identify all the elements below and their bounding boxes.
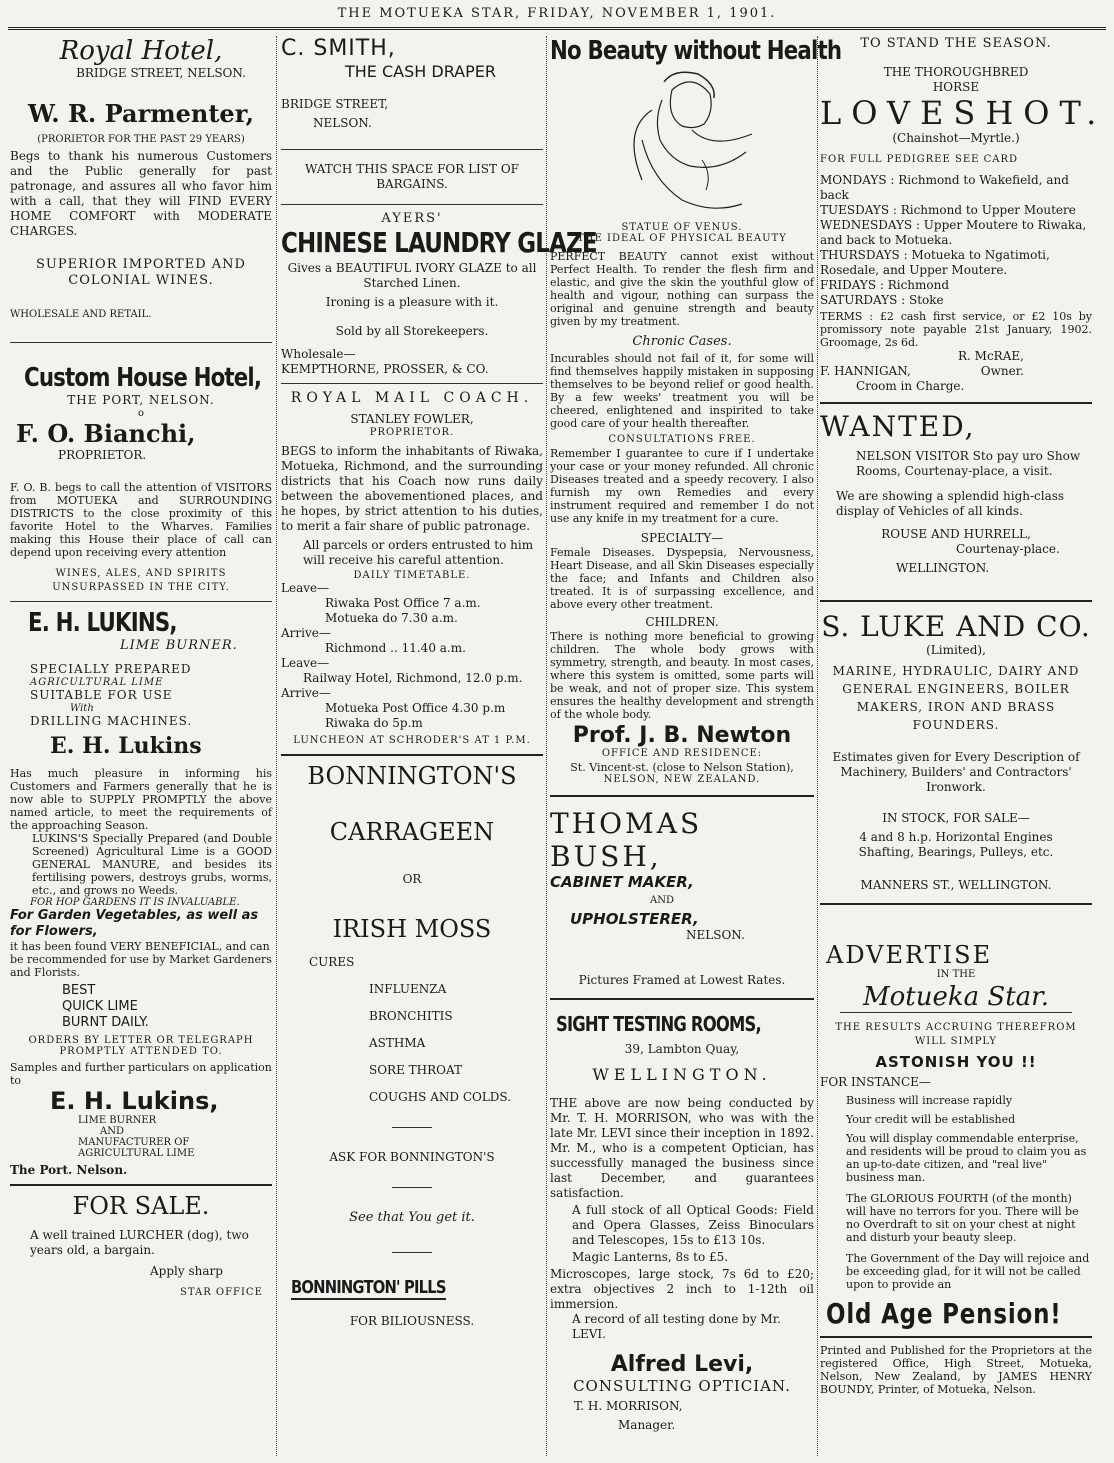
column-rule [817, 36, 818, 1456]
bridge-street: BRIDGE STREET, [281, 97, 389, 111]
st-vincent: St. Vincent-st. (close to Nelson Station), [570, 761, 794, 774]
masthead: THE MOTUEKA STAR, FRIDAY, NOVEMBER 1, 1901. [337, 6, 777, 21]
custom-house-title: Custom House Hotel, [24, 363, 262, 393]
cure-asthma: ASTHMA [369, 1036, 426, 1050]
in-stock: IN STOCK, FOR SALE— [882, 811, 1030, 825]
manners-st: MANNERS ST., WELLINGTON. [860, 878, 1052, 892]
astonish: ASTONISH YOU !! [875, 1053, 1037, 1071]
estimates: Estimates given for Every Description of Machinery, Builders' and Contractors' Ironwork. [832, 750, 1080, 794]
bianchi-wines: WINES, ALES, AND SPIRITS UNSURPASSED IN THE CITY. [52, 568, 230, 593]
nelson-nz: NELSON, NEW ZEALAND. [603, 774, 761, 785]
wellington: WELLINGTON. [592, 1065, 772, 1084]
thursdays: THURSDAYS : Motueka to Ngatimoti, Rosedale, and Upper Moutere. [820, 248, 1050, 277]
best-2: QUICK LIME [62, 999, 138, 1014]
watch-space: WATCH THIS SPACE FOR LIST OF BARGAINS. [305, 162, 519, 191]
kempthorne: KEMPTHORNE, PROSSER, & CO. [281, 362, 489, 376]
column-rule [276, 36, 277, 1456]
chronic-body: Incurables should not fail of it, for some will find themselves happily mistaken in supposing themselves to be beyond relief or good health. By a few weeks' treatment you will be cheered, enlightened and inspirited to take good care of your health thereafter. [550, 352, 814, 430]
bianchi-role: PROPRIETOR. [58, 448, 147, 462]
carrageen: CARRAGEEN [329, 818, 495, 846]
children-body: There is nothing more beneficial to growing children. The whole body grows with symmetry, strength, and beauty. In most cases, where this system is omitted, some parts will be weak, and not of proper size. This system ensures the healthy development and strength of the whole body. [550, 630, 814, 721]
cures: CURES [309, 955, 355, 969]
royal-hotel-address: BRIDGE STREET, NELSON. [76, 66, 246, 80]
coach-proprietor: PROPRIETOR. [369, 427, 455, 438]
timetable-riwaka: Riwaka Post Office 7 a.m. [325, 596, 481, 610]
pictures-framed: Pictures Framed at Lowest Rates. [578, 973, 786, 987]
wholesale-retail: WHOLESALE AND RETAIL. [10, 309, 152, 320]
thomas-bush: THOMAS BUSH, [550, 807, 703, 873]
with: With [70, 703, 94, 714]
divider: o [137, 408, 145, 419]
wines-line-1: SUPERIOR IMPORTED AND [36, 257, 246, 272]
old-age-pension: Old Age Pension! [826, 1297, 1062, 1330]
stanley-fowler: STANLEY FOWLER, [350, 412, 474, 426]
or: OR [402, 872, 422, 886]
daily-timetable: DAILY TIMETABLE. [353, 570, 471, 581]
bianchi-name: F. O. Bianchi, [16, 419, 196, 448]
for-instance: FOR INSTANCE— [820, 1075, 931, 1089]
parmenter-body: Begs to thank his numerous Customers and the Public generally for past patronage, and assures all who favor him with a call, that they will FIND EVERY HOME COMFORT with MODERATE CHARGES. [10, 149, 272, 238]
terms: TERMS : £2 cash first service, or £2 10s by promissory note payable 21st January, 1902. Groomage, 2s 6d. [820, 310, 1092, 349]
specialty: SPECIALTY— [640, 531, 724, 545]
rouse-hurrell: ROUSE AND HURRELL, [881, 527, 1031, 541]
timetable-arrive-2: Arrive— [281, 686, 331, 700]
parmenter-name: W. R. Parmenter, [28, 99, 254, 128]
pedigree: FOR FULL PEDIGREE SEE CARD [820, 154, 1019, 165]
wednesdays: WEDNESDAYS : Upper Moutere to Riwaka, and back to Motueka. [820, 218, 1087, 247]
suitable-for-use: SUITABLE FOR USE [30, 688, 173, 702]
for-sale-title: FOR SALE. [72, 1192, 210, 1220]
bonnington-pills: BONNINGTON' PILLS [291, 1277, 446, 1298]
to-stand: TO STAND THE SEASON. [860, 36, 1052, 51]
advantage-1: Business will increase rapidly [846, 1094, 1013, 1107]
mondays: MONDAYS : Richmond to Wakefield, and back [820, 173, 1069, 202]
cash-draper: THE CASH DRAPER [345, 62, 496, 81]
consultations-free: CONSULTATIONS FREE. [608, 434, 756, 445]
loveshot: LOVESHOT. [820, 94, 1107, 132]
advertise: ADVERTISE [826, 941, 993, 969]
port-nelson: The Port. Nelson. [10, 1163, 128, 1177]
limited: (Limited), [926, 643, 986, 657]
garden-vegetables: For Garden Vegetables, as well as for Flowers, [10, 908, 259, 939]
printed-by: Printed and Published for the Proprietors at the registered Office, High Street, Motueka, Nelson, New Zealand, by JAMES HENRY BOUNDY, Printer, of Motueka, Nelson. [820, 1344, 1092, 1396]
timetable-riwaka-2: Riwaka do 5p.m [325, 716, 423, 730]
advantage-4: The GLORIOUS FOURTH (of the month) will have no terrors for you. There will be no Overdraft to sit on your chest at night and disturb your beauty sleep. [846, 1192, 1079, 1244]
magic-lanterns: Magic Lanterns, 8s to £5. [572, 1250, 729, 1264]
timetable-arrive: Arrive— [281, 626, 331, 640]
parcels: All parcels or orders entrusted to him will receive his careful attention. [303, 538, 534, 567]
star-office: STAR OFFICE [180, 1287, 263, 1298]
garden-body: it has been found VERY BENEFICIAL, and can be recommended for use by Market Gardeners and Florists. [10, 940, 272, 979]
agricultural-lime: AGRICULTURAL LIME [30, 677, 164, 688]
cabinet-maker: CABINET MAKER, [550, 873, 694, 891]
lukins-big: E. H. Lukins, [50, 1087, 219, 1115]
timetable-motueka-po: Motueka Post Office 4.30 p.m [325, 701, 506, 715]
lime-burner: LIME BURNER. [120, 638, 238, 653]
microscopes: Microscopes, large stock, 7s 6d to £20; extra objectives 2 inch to 1-12th oil immersion. [550, 1267, 814, 1311]
column-3 [550, 36, 842, 1456]
results: THE RESULTS ACCRUING THEREFROM WILL SIMPLY [835, 1022, 1077, 1047]
ideal-beauty: THE IDEAL OF PHYSICAL BEAUTY [577, 233, 787, 244]
cure-influenza: INFLUENZA [369, 982, 447, 996]
best-3: BURNT DAILY. [62, 1015, 149, 1030]
bonnington-title: BONNINGTON'S [307, 762, 517, 790]
statue-of-venus: STATUE OF VENUS. [621, 222, 743, 233]
luke-and-co: S. LUKE AND CO. [821, 610, 1091, 643]
engines: 4 and 8 h.p. Horizontal Engines Shafting, Bearings, Pulleys, etc. [858, 830, 1054, 859]
specially-prepared: SPECIALLY PREPARED [30, 662, 192, 676]
cure-bronchitis: BRONCHITIS [369, 1009, 453, 1023]
lukins-line-2: AND [100, 1126, 124, 1137]
venus-illustration [602, 70, 762, 220]
nelson-visitor: NELSON VISITOR Sto pay uro Show Rooms, Courtenay-place, a visit. [856, 449, 1081, 478]
orders: ORDERS BY LETTER OR TELEGRAPH PROMPTLY ATTENDED TO. [28, 1035, 254, 1057]
ask-for: ASK FOR BONNINGTON'S [329, 1150, 495, 1164]
tuesdays: TUESDAYS : Richmond to Upper Moutere [820, 203, 1076, 217]
advantage-2: Your credit will be established [846, 1113, 1016, 1126]
showing: We are showing a splendid high-class display of Vehicles of all kinds. [836, 489, 1065, 518]
thoroughbred: THE THOROUGHBRED HORSE [883, 65, 1029, 94]
sight-testing-title: SIGHT TESTING ROOMS, [556, 1012, 761, 1036]
female-diseases: Female Diseases. Dyspepsia, Nervousness, Heart Disease, and all Skin Diseases especially the face; and Infants and Children also treated. It is of surpassing excellence, and above every other treatment. [550, 546, 814, 611]
bush-nelson: NELSON. [686, 928, 745, 942]
hop-gardens: FOR HOP GARDENS IT IS INVALUABLE. [30, 897, 240, 908]
chronic-cases: Chronic Cases. [632, 334, 732, 349]
lukins-gothic: E. H. Lukins [50, 733, 202, 759]
upholsterer: UPHOLSTERER, [570, 910, 699, 928]
alfred-levi: Alfred Levi, [610, 1352, 754, 1377]
column-4 [820, 36, 1107, 1456]
timetable-richmond: Richmond .. 11.40 a.m. [325, 641, 466, 655]
beauty-title: No Beauty without Health [550, 36, 842, 66]
glaze-body: Gives a BEAUTIFUL IVORY GLAZE to all Starched Linen. [287, 261, 537, 290]
remember-body: Remember I guarantee to cure if I undertake your case or your money refunded. All chronic Diseases treated and a speedy recovery. I also furnish my own Remedies and every instrument required and remember I do not use any knife in my treatment for a cure. [550, 447, 814, 525]
timetable-leave-2: Leave— [281, 656, 330, 670]
laundry-glaze-title: CHINESE LAUNDRY GLAZE [281, 226, 597, 259]
drilling-machines: DRILLING MACHINES. [30, 714, 193, 728]
mcrae: R. McRAE, [958, 349, 1024, 363]
advantage-3: You will display commendable enterprise, and residents will be proud to claim you as an up-to-date citizen, and "real live" business man. [846, 1132, 1087, 1184]
ironing: Ironing is a pleasure with it. [325, 295, 499, 309]
lukins-body-2: LUKINS'S Specially Prepared (and Double Screened) Agricultural Lime is a GOOD GENERAL MANURE, and besides its fertilising powers, destroys grubs, worms, etc., and grows no Weeds. [32, 832, 272, 897]
courtenay-place: Courtenay-place. [956, 542, 1060, 556]
hannigan-name: F. HANNIGAN, [820, 364, 911, 378]
cure-coughs: COUGHS AND COLDS. [369, 1090, 512, 1104]
lukins-line-3: MANUFACTURER OF [78, 1137, 190, 1148]
royal-hotel-title: Royal Hotel, [59, 36, 223, 66]
ayers: AYERS' [381, 211, 443, 226]
prof-newton: Prof. J. B. Newton [572, 723, 792, 748]
for-biliousness: FOR BILIOUSNESS. [349, 1314, 475, 1328]
top-rule [8, 27, 1106, 30]
samples: Samples and further particulars on application to [10, 1061, 272, 1087]
th-morrison: T. H. MORRISON, [574, 1399, 683, 1413]
engineers: MARINE, HYDRAULIC, DAIRY AND GENERAL ENGINEERS, BOILER MAKERS, IRON AND BRASS FOUNDERS. [832, 664, 1080, 732]
advantage-5: The Government of the Day will rejoice and be exceeding glad, for it will not be called upon to provide an [846, 1252, 1090, 1291]
sire: (Chainshot—Myrtle.) [892, 131, 1020, 145]
fridays: FRIDAYS : Richmond [820, 278, 950, 292]
sold-by: Sold by all Storekeepers. [335, 324, 489, 338]
timetable-leave: Leave— [281, 581, 330, 595]
rouse-wellington: WELLINGTON. [896, 561, 990, 575]
apply-sharp: Apply sharp [150, 1264, 223, 1278]
in-the: IN THE [936, 969, 976, 980]
consulting-optician: CONSULTING OPTICIAN. [573, 1377, 791, 1395]
irish-moss: IRISH MOSS [332, 915, 492, 943]
croom: Croom in Charge. [856, 379, 965, 393]
motueka-star: Motueka Star. [840, 982, 1072, 1013]
timetable-railway: Railway Hotel, Richmond, 12.0 p.m. [303, 671, 523, 685]
parmenter-note: (PRORIETOR FOR THE PAST 29 YEARS) [37, 134, 245, 145]
luncheon: LUNCHEON AT SCHRODER'S AT 1 P.M. [293, 735, 531, 746]
hannigan [820, 364, 1092, 379]
owner: Owner. [980, 364, 1024, 378]
see-that: See that You get it. [349, 1210, 475, 1225]
bianchi-body: F. O. B. begs to call the attention of VISITORS from MOTUEKA and SURROUNDING DISTRICTS to the close proximity of this favorite Hotel to the Wharves. Families making this House their place of call can depend upon receiving every attention [10, 481, 272, 559]
saturdays: SATURDAYS : Stoke [820, 293, 944, 307]
lambton-quay: 39, Lambton Quay, [624, 1042, 740, 1056]
for-sale-body: A well trained LURCHER (dog), two years old, a bargain. [30, 1228, 249, 1257]
sight-body: THE above are now being conducted by Mr. T. H. MORRISON, who was with the late Mr. LEVI since their inception in 1892. Mr. M., who is a competent Optician, has successfully managed the business since last December, and guarantees satisfaction. [550, 1096, 814, 1200]
manager: Manager. [618, 1418, 676, 1432]
lukins-body-1: Has much pleasure in informing his Customers and Farmers generally that he is now able to SUPPLY PROMPTLY the above named article, to meet the requirements of the approaching Season. [10, 767, 272, 832]
wholesale: Wholesale— [281, 347, 356, 361]
mail-coach-title: ROYAL MAIL COACH. [290, 390, 534, 406]
children-title: CHILDREN. [645, 615, 719, 629]
timetable-motueka: Motueka do 7.30 a.m. [325, 611, 458, 625]
wanted: WANTED, [820, 410, 976, 443]
coach-body: BEGS to inform the inhabitants of Riwaka, Motueka, Richmond, and the surrounding districts that his Coach now runs daily between the abovementioned places, and he hopes, by strict attention to his duties, to merit a fair share of public patronage. [281, 444, 543, 533]
lukins-line-1: LIME BURNER [78, 1115, 157, 1126]
column-1 [10, 36, 272, 1456]
smith-name: C. SMITH, [281, 36, 396, 61]
best-1: BEST [62, 983, 96, 998]
bush-and: AND [650, 895, 674, 906]
wines-line-2: COLONIAL WINES. [68, 273, 214, 288]
column-2 [281, 36, 597, 1456]
cure-sore-throat: SORE THROAT [369, 1063, 463, 1077]
smith-nelson: NELSON. [313, 116, 372, 130]
office-residence: OFFICE AND RESIDENCE: [601, 748, 763, 759]
perfect-beauty: PERFECT BEAUTY cannot exist without Perfect Health. To render the flesh firm and elastic, and give the skin the youthful glow of health and vigour, nothing can surpass the original and genuine strength and beauty given by my treatment. [550, 250, 814, 328]
lukins-line-4: AGRICULTURAL LIME [78, 1148, 195, 1159]
testing-record: A record of all testing done by Mr. LEVI. [572, 1312, 781, 1341]
optical-stock: A full stock of all Optical Goods: Field and Opera Glasses, Zeiss Binoculars and Telescopes, 15s to £13 10s. [572, 1203, 814, 1247]
lukins-title: E. H. LUKINS, [28, 608, 177, 638]
custom-house-address: THE PORT, NELSON. [67, 393, 215, 407]
